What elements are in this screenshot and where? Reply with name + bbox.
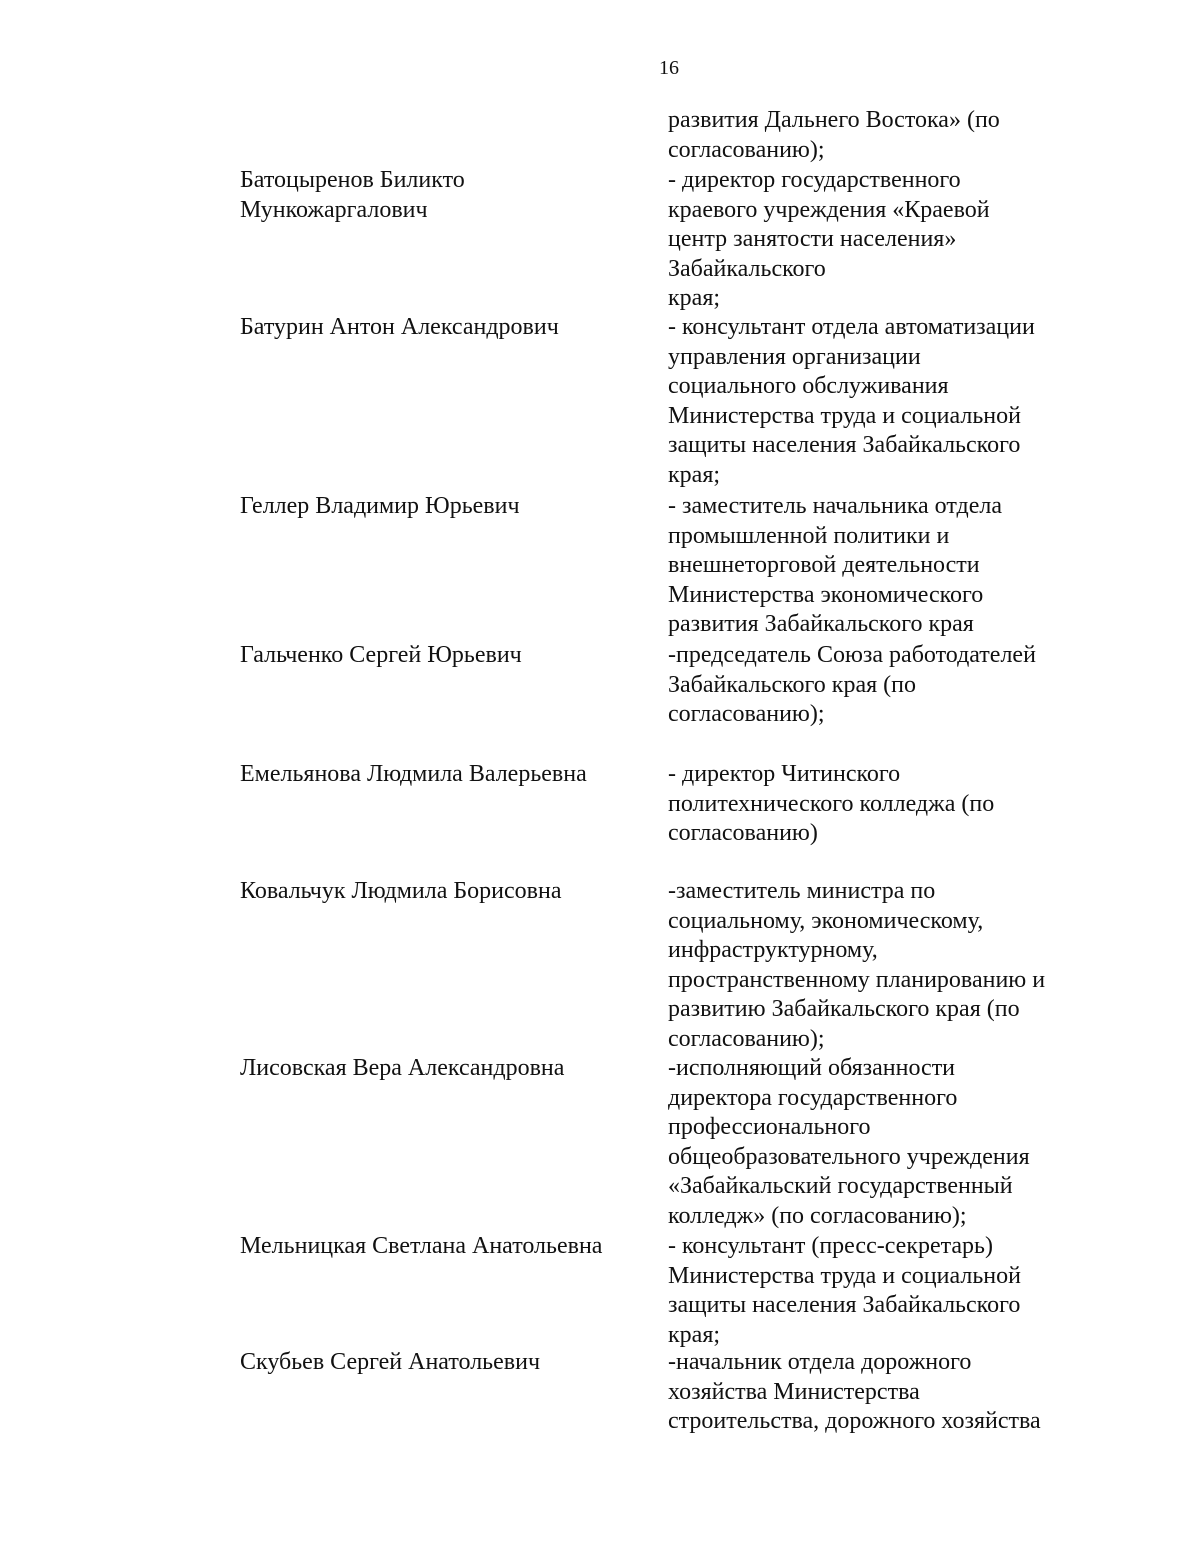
member-name-8: Мельницкая Светлана Анатольевна xyxy=(240,1233,603,1259)
member-name-3: Геллер Владимир Юрьевич xyxy=(240,493,520,519)
member-position-4: -председатель Союза работодателей Забайкальского края (по согласованию); xyxy=(668,642,1036,727)
member-name-2: Батурин Антон Александрович xyxy=(240,314,559,340)
member-position-6: -заместитель министра по социальному, экономическому, инфраструктурному, пространственному планированию и развитию Забайкальского края (по согласованию); xyxy=(668,878,1046,1052)
member-name-4: Гальченко Сергей Юрьевич xyxy=(240,642,522,668)
member-name-1: Батоцыренов Биликто Мункожаргалович xyxy=(240,167,465,223)
member-position-8: - консультант (пресс-секретарь) Министерства труда и социальной защиты населения Забайкальского края; xyxy=(668,1233,1021,1348)
member-position-7: -исполняющий обязанности директора государственного профессионального общеобразовательного учреждения «Забайкальский государственный колледж» (по согласованию); xyxy=(668,1055,1030,1229)
member-name-7: Лисовская Вера Александровна xyxy=(240,1055,565,1081)
member-position-2: - консультант отдела автоматизации управления организации социального обслуживания Министерства труда и социальной защиты населения Забайкальского края; xyxy=(668,314,1035,488)
member-position-5: - директор Читинского политехнического колледжа (по согласованию) xyxy=(668,761,995,846)
member-name-5: Емельянова Людмила Валерьевна xyxy=(240,761,587,787)
member-position-3: - заместитель начальника отдела промышленной политики и внешнеторговой деятельности Министерства экономического развития Забайкальского края xyxy=(668,493,1002,637)
member-name-9: Скубьев Сергей Анатольевич xyxy=(240,1349,541,1375)
page-number: 16 xyxy=(659,57,679,79)
position-continuation: развития Дальнего Востока» (по согласованию); xyxy=(668,107,1000,163)
member-position-1: - директор государственного краевого учреждения «Краевой центр занятости населения» Забайкальского края; xyxy=(668,167,990,311)
member-position-9: -начальник отдела дорожного хозяйства Министерства строительства, дорожного хозяйства xyxy=(668,1349,1041,1434)
member-name-6: Ковальчук Людмила Борисовна xyxy=(240,878,562,904)
